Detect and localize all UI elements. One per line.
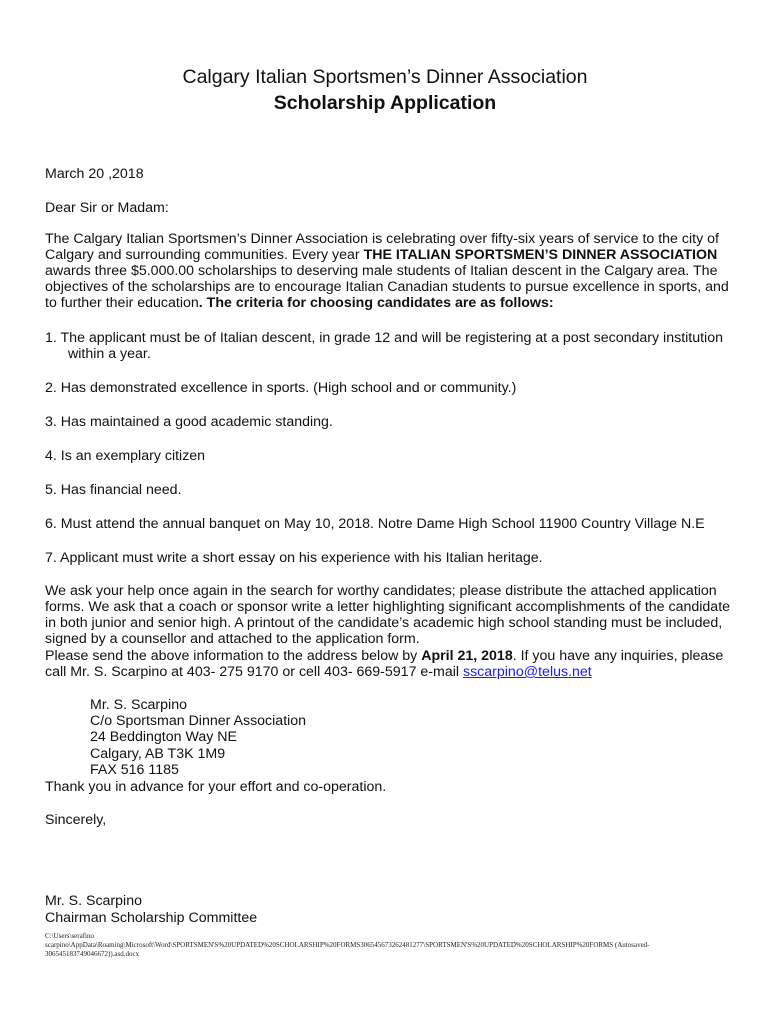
thanks-line: Thank you in advance for your effort and co-operation. (45, 779, 387, 795)
intro-text: to further their education (45, 295, 199, 311)
request-line (45, 664, 592, 681)
association-name-bold: THE ITALIAN SPORTSMEN’S DINNER ASSOCIATION (363, 247, 718, 263)
intro-line: awards three $5.000.00 scholarships to deserving male students of Italian descent in the Calgary area. The (45, 263, 718, 279)
signature-title: Chairman Scholarship Committee (45, 910, 258, 926)
criterion-item: 7. Applicant must write a short essay on his experience with his Italian heritage. (45, 550, 543, 566)
request-text: . If you have any inquiries, please (512, 648, 724, 664)
letter-date: March 20 ,2018 (45, 166, 144, 182)
request-line: signed by a counsellor and attached to the application form. (45, 631, 420, 647)
criterion-item-continued: within a year. (68, 346, 151, 362)
request-text: Please send the above information to the address below by (45, 648, 422, 664)
file-path-line: 306545183749046672)).asd.docx (45, 950, 140, 958)
file-path-line: scarpino\AppData\Roaming\Microsoft\Word\SPORTSMEN'S%20UPDATED%20SCHOLARSHIP%20FORMS306545673262481277\SPORTSMEN'S%20UPDATED%20SCHOLARSHIP%20FORMS (Autosaved- (45, 941, 650, 949)
document-title: Scholarship Application (273, 92, 497, 114)
criterion-item: 4. Is an exemplary citizen (45, 448, 206, 464)
deadline-date-bold: April 21, (421, 648, 478, 664)
address-line: 24 Beddington Way NE (90, 729, 237, 745)
criterion-item: 6. Must attend the annual banquet on May 10, 2018. Notre Dame High School 11900 Country Village N.E (45, 516, 705, 532)
address-name: Mr. S. Scarpino (90, 697, 187, 713)
deadline-year-bold: 2018 (477, 648, 513, 664)
intro-line (45, 295, 554, 312)
request-line: We ask your help once again in the search for worthy candidates; please distribute the attached application (45, 583, 717, 599)
signature-name: Mr. S. Scarpino (45, 893, 142, 909)
salutation: Dear Sir or Madam: (45, 200, 169, 216)
intro-line: objectives of the scholarships are to encourage Italian Canadian students to pursue excellence in sports, and (45, 279, 729, 295)
address-line: C/o Sportsman Dinner Association (90, 713, 307, 729)
sincerely: Sincerely, (45, 812, 107, 828)
file-path-line: C:\Users\serafino (45, 932, 94, 940)
request-line (45, 648, 723, 665)
request-line: in both junior and senior high. A printout of the candidate’s academic high school standing must be included, (45, 615, 723, 631)
address-line: Calgary, AB T3K 1M9 (90, 746, 226, 762)
address-fax: FAX 516 1185 (90, 762, 179, 778)
criterion-item: 3. Has maintained a good academic standing. (45, 414, 333, 430)
intro-line (45, 247, 717, 264)
intro-text: Calgary and surrounding communities. Every year (45, 247, 364, 263)
criterion-item: 5. Has financial need. (45, 482, 182, 498)
org-title: Calgary Italian Sportsmen’s Dinner Association (182, 66, 588, 88)
request-text: call Mr. S. Scarpino at 403- 275 9170 or cell 403- 669-5917 e-mail (45, 664, 463, 680)
email-link[interactable]: sscarpino@telus.net (462, 664, 592, 680)
criterion-item: 1. The applicant must be of Italian descent, in grade 12 and will be registering at a post secondary institution (45, 330, 723, 346)
criteria-heading-bold: . The criteria for choosing candidates are as follows: (198, 295, 554, 311)
criterion-item: 2. Has demonstrated excellence in sports. (High school and or community.) (45, 380, 517, 396)
request-line: forms. We ask that a coach or sponsor write a letter highlighting significant accomplishments of the candidate (45, 599, 731, 615)
intro-line: The Calgary Italian Sportsmen’s Dinner Association is celebrating over fifty-six years of service to the city of (45, 231, 719, 247)
